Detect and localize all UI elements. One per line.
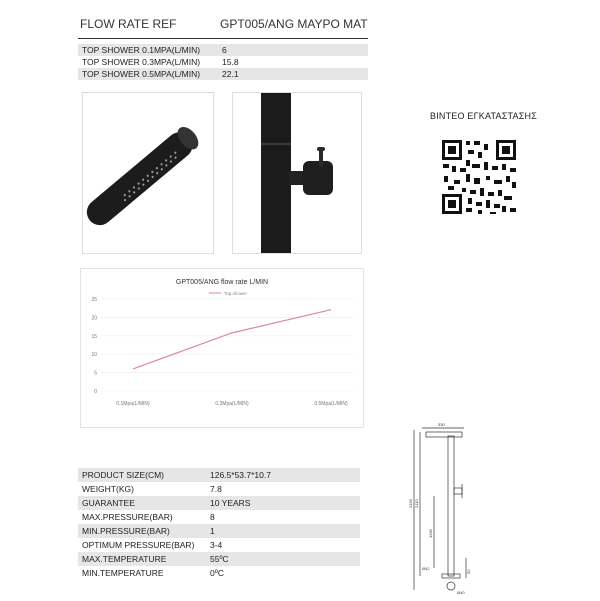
doc-header [78,14,368,39]
spec-label: WEIGHT(KG) [82,484,134,494]
table-row [78,538,360,552]
shower-head-image [83,93,213,253]
spec-label: MAX.PRESSURE(BAR) [82,512,173,522]
chart-title: GPT005/ANG flow rate L/MIN [175,279,269,286]
table-row [78,496,360,510]
qr-code[interactable] [440,138,518,216]
table-row [78,510,360,524]
spec-label: PRODUCT SIZE(CM) [82,470,165,480]
y-tick-label: 25 [91,297,97,303]
spec-value: 8 [210,512,215,522]
y-tick-label: 5 [94,370,97,377]
spec-value: 7.8 [210,484,222,494]
flow-label: TOP SHOWER 0.1MPA(L/MIN) [82,45,201,55]
valve-image [233,93,361,253]
technical-drawing-svg [408,418,500,596]
table-row [78,68,368,80]
flow-value: 6 [222,45,227,55]
spec-label: GUARANTEE [82,498,135,508]
x-tick-label: 0.3Mpa(L/MIN) [215,401,249,407]
spec-value: 1 [210,526,215,536]
spec-value: 0ºC [210,568,224,578]
spec-value: 55ºC [210,554,229,564]
spec-label: OPTIMUM PRESSURE(BAR) [82,540,195,550]
table-row [78,482,360,496]
flow-rate-chart [80,268,364,428]
flow-label: TOP SHOWER 0.5MPA(L/MIN) [82,69,201,79]
spec-table [78,468,360,580]
series-line-top-shower [133,310,331,369]
dim-label: 2110 [414,499,419,508]
spec-label: MIN.PRESSURE(BAR) [82,526,170,536]
dim-label: 1260 [428,529,433,538]
y-tick-label: 10 [91,352,97,359]
y-tick-label: 0 [94,389,97,395]
chart-svg [81,269,363,427]
header-title: FLOW RATE REF [80,17,177,31]
spec-value: 3-4 [210,540,223,550]
dim-label: 330 [438,422,445,427]
y-tick-label: 15 [91,333,97,340]
x-tick-label: 0.5Mpa(L/MIN) [314,401,348,407]
flow-label: TOP SHOWER 0.3MPA(L/MIN) [82,57,201,67]
flow-rate-table [78,44,368,80]
y-tick-label: 20 [91,315,97,322]
valve-photo [232,92,362,254]
dim-label: Ø42 [422,566,430,571]
shower-head-photo [82,92,214,254]
spec-value: 126.5*53.7*10.7 [210,470,271,480]
spec-label: MAX.TEMPERATURE [82,554,167,564]
dim-label: Ø40 [457,590,465,595]
spec-label: MIN.TEMPERATURE [82,568,164,578]
table-row [78,552,360,566]
spec-value: 10 YEARS [210,498,251,508]
legend-label: Top shower [224,291,248,296]
qr-code-icon [440,138,518,216]
dim-label: 50 [466,569,471,574]
table-row [78,44,368,56]
video-install-label: ΒΙΝΤΕΟ ΕΓΚΑΤΑΣΤΑΣΗΣ [430,111,537,121]
flow-value: 15.8 [222,57,239,67]
table-row [78,524,360,538]
dim-label: 2150 [408,499,413,508]
technical-drawing [408,418,500,596]
table-row [78,468,360,482]
header-model: GPT005/ANG ΜΑΥΡΟ ΜΑΤ [220,17,368,31]
table-row [78,566,360,580]
x-tick-label: 0.1Mpa(L/MIN) [116,401,150,407]
flow-value: 22.1 [222,69,239,79]
table-row [78,56,368,68]
